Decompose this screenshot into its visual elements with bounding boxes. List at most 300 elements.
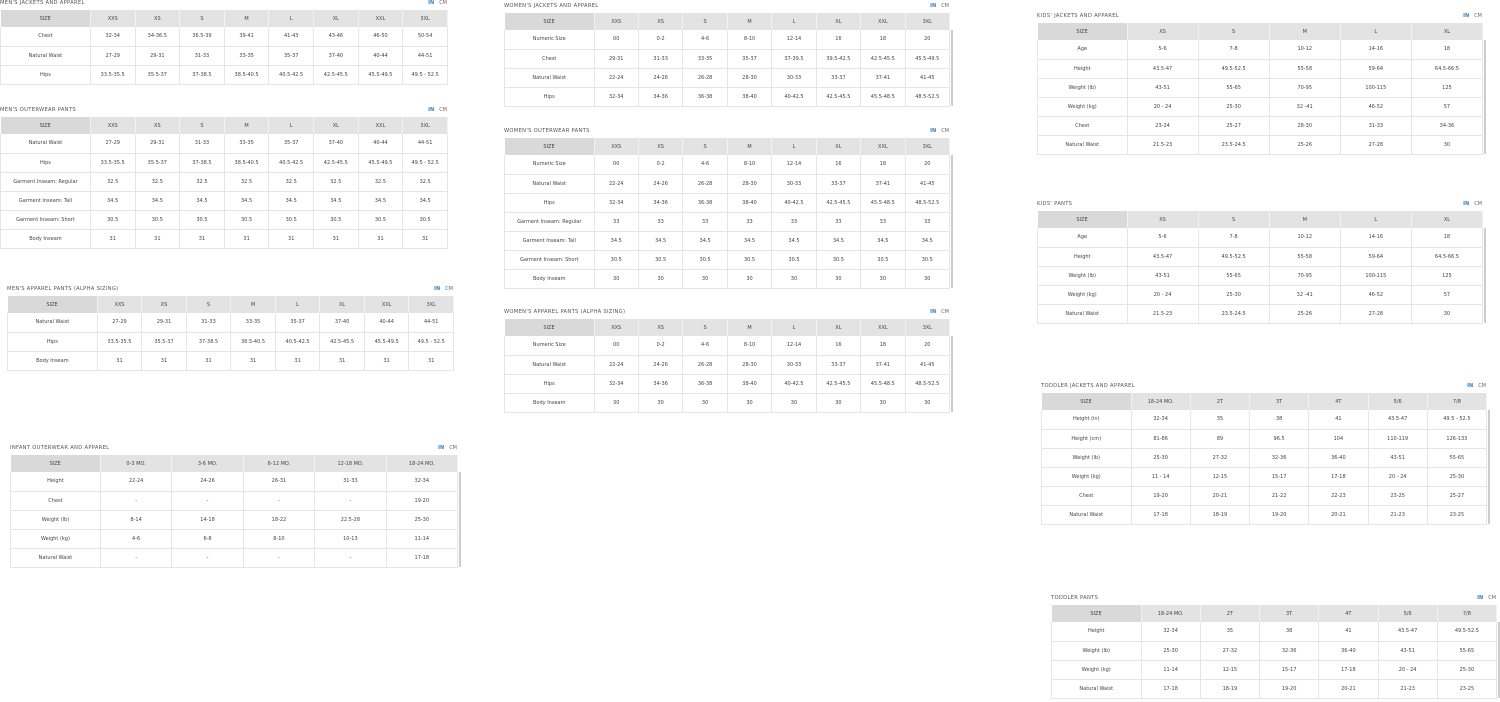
size-header-3xl: 3XL <box>905 319 949 336</box>
measurement-value: 21.5-23 <box>1127 304 1198 323</box>
measurement-value: 30.5 <box>727 250 771 269</box>
measurement-value: 30.5 <box>638 250 682 269</box>
size-header-m: M <box>224 10 269 27</box>
measurement-value: 40-42.5 <box>772 87 816 106</box>
section-header <box>10 445 458 455</box>
unit-cm-toggle[interactable]: CM <box>1488 595 1496 601</box>
measurement-value: 31 <box>142 351 187 370</box>
measurement-value: 25-30 <box>1198 285 1269 304</box>
measurement-value: 30.5 <box>90 210 135 229</box>
table-row <box>1042 467 1487 486</box>
size-header-s: S <box>1198 211 1269 228</box>
measurement-value: 33-35 <box>683 49 727 68</box>
measurement-value: 27-29 <box>97 313 142 332</box>
measurement-value: 30-33 <box>772 174 816 193</box>
measurement-value: 17-18 <box>1319 660 1378 679</box>
unit-toggle <box>925 128 949 134</box>
measurement-value: 37-38.5 <box>186 332 231 351</box>
size-table <box>1051 605 1497 699</box>
measurement-value: 59-64 <box>1340 247 1411 266</box>
measurement-value: 43.5-47 <box>1378 622 1437 641</box>
size-header-l: L <box>1340 23 1411 40</box>
measurement-value: 89 <box>1190 429 1249 448</box>
measurement-value: 49.5 - 52.5 <box>409 332 454 351</box>
measurement-value: 30.5 <box>358 210 403 229</box>
measurement-value: 43-51 <box>1378 641 1437 660</box>
size-column-header: SIZE <box>505 138 595 155</box>
measurement-value: 20-21 <box>1190 486 1249 505</box>
table-row <box>1042 448 1487 467</box>
measurement-value: 29-31 <box>142 313 187 332</box>
table-row <box>8 313 454 332</box>
measurement-value: 35-37 <box>275 313 320 332</box>
measurement-label: Chest <box>11 491 101 510</box>
measurement-value: 42.5-45.5 <box>320 332 365 351</box>
measurement-value: 15-17 <box>1250 467 1309 486</box>
measurement-value: 57 <box>1411 285 1482 304</box>
measurement-label: Body Inseam <box>1 229 91 248</box>
measurement-label: Natural Waist <box>1052 679 1142 698</box>
measurement-value: 31 <box>403 229 448 248</box>
measurement-value: 30 <box>772 269 816 288</box>
measurement-value: 32.5 <box>180 172 225 191</box>
measurement-value: 34-36 <box>638 374 682 393</box>
section-header <box>504 3 950 13</box>
measurement-value: 30 <box>816 393 860 412</box>
table-scrollbar[interactable] <box>951 30 953 106</box>
measurement-label: Numeric Size <box>505 30 595 49</box>
measurement-value: 32-34 <box>1141 622 1200 641</box>
size-header-xl: XL <box>816 319 860 336</box>
size-header-row <box>1 117 448 134</box>
measurement-label: Natural Waist <box>505 68 595 87</box>
measurement-value: 29-31 <box>135 134 180 153</box>
measurement-label: Height <box>1038 247 1128 266</box>
measurement-value: 42.5-45.5 <box>816 193 860 212</box>
measurement-value: 22-24 <box>100 472 171 491</box>
size-header-row <box>1052 605 1497 622</box>
unit-cm-toggle[interactable]: CM <box>449 445 457 451</box>
measurement-value: 37-41 <box>861 355 905 374</box>
measurement-value: 19-20 <box>1250 505 1309 524</box>
measurement-value: 43-51 <box>1368 448 1427 467</box>
measurement-label: Hips <box>505 87 595 106</box>
size-chart-kids-pants <box>1037 201 1483 324</box>
measurement-value: 35-37 <box>269 46 314 65</box>
measurement-value: 5-6 <box>1127 228 1198 247</box>
measurement-value: 24-26 <box>638 68 682 87</box>
section-title: WOMEN'S APPAREL PANTS (ALPHA SIZING) <box>504 309 626 315</box>
measurement-label: Body Inseam <box>8 351 98 370</box>
measurement-value: 39-41 <box>224 27 269 46</box>
measurement-value: 35.5-37 <box>142 332 187 351</box>
measurement-label: Weight (kg) <box>1038 97 1128 116</box>
measurement-value: 16 <box>816 30 860 49</box>
measurement-value: 31-33 <box>638 49 682 68</box>
measurement-value: - <box>315 548 386 567</box>
unit-cm-toggle[interactable]: CM <box>1478 383 1486 389</box>
measurement-value: 110-119 <box>1368 429 1427 448</box>
size-table <box>504 319 950 413</box>
size-chart-mens-apparel-pants <box>7 286 454 371</box>
measurement-value: 30 <box>594 269 638 288</box>
measurement-value: 34-36 <box>638 193 682 212</box>
measurement-value: 18 <box>1411 40 1482 59</box>
measurement-label: Garment Inseam: Regular <box>1 172 91 191</box>
size-column-header: SIZE <box>1038 211 1128 228</box>
table-row <box>1 191 448 210</box>
measurement-value: 30.5 <box>135 210 180 229</box>
measurement-value: 25-26 <box>1269 135 1340 154</box>
unit-cm-toggle[interactable]: CM <box>941 3 949 9</box>
measurement-value: 100-115 <box>1340 266 1411 285</box>
unit-cm-toggle[interactable]: CM <box>941 128 949 134</box>
size-header-3-6-mo: 3-6 MO. <box>172 455 243 472</box>
measurement-value: 27-28 <box>1340 304 1411 323</box>
measurement-value: 40-44 <box>358 46 403 65</box>
size-header-18-24-mo: 18-24 MO. <box>386 455 457 472</box>
table-row <box>505 374 950 393</box>
measurement-label: Natural Waist <box>1 46 91 65</box>
measurement-value: 27-32 <box>1190 448 1249 467</box>
section-header <box>1051 595 1497 605</box>
measurement-value: 35-37 <box>269 134 314 153</box>
measurement-value: 48.5-52.5 <box>905 374 949 393</box>
measurement-label: Age <box>1038 40 1128 59</box>
measurement-label: Garment Inseam: Tall <box>505 231 595 250</box>
size-header-xs: XS <box>638 13 682 30</box>
section-title: TODDLER PANTS <box>1051 595 1099 601</box>
measurement-value: 18 <box>861 336 905 355</box>
unit-inch-toggle[interactable]: IN <box>438 445 445 451</box>
size-header-s: S <box>180 117 225 134</box>
table-scrollbar[interactable] <box>1484 40 1486 154</box>
size-table-wrapper <box>0 117 448 249</box>
unit-inch-toggle[interactable]: IN <box>1463 13 1470 19</box>
size-header-3xl: 3XL <box>409 296 454 313</box>
measurement-value: 20 <box>905 155 949 174</box>
measurement-value: 8-10 <box>727 155 771 174</box>
measurement-value: 45.5-48.5 <box>861 87 905 106</box>
measurement-value: 26-28 <box>683 355 727 374</box>
unit-cm-toggle[interactable]: CM <box>941 309 949 315</box>
measurement-value: 12-14 <box>772 336 816 355</box>
size-table-wrapper <box>504 319 950 413</box>
unit-inch-toggle[interactable]: IN <box>1467 383 1474 389</box>
measurement-value: 31 <box>275 351 320 370</box>
size-header-s: S <box>683 319 727 336</box>
measurement-value: 23.5-24.5 <box>1198 304 1269 323</box>
table-scrollbar[interactable] <box>1488 410 1490 524</box>
measurement-label: Natural Waist <box>8 313 98 332</box>
measurement-value: 40.5-42.5 <box>269 65 314 84</box>
size-header-4t: 4T <box>1319 605 1378 622</box>
measurement-label: Chest <box>505 49 595 68</box>
measurement-value: 30.5 <box>683 250 727 269</box>
measurement-value: 28-30 <box>727 68 771 87</box>
size-header-xxl: XXL <box>861 13 905 30</box>
size-table <box>504 138 950 289</box>
measurement-value: 27-29 <box>90 134 135 153</box>
measurement-value: 0-2 <box>638 155 682 174</box>
measurement-value: 27-28 <box>1340 135 1411 154</box>
measurement-value: 43-51 <box>1127 266 1198 285</box>
size-header-xs: XS <box>638 138 682 155</box>
measurement-value: 45.5-48.5 <box>861 193 905 212</box>
unit-inch-toggle[interactable]: IN <box>930 128 937 134</box>
table-row <box>1 65 448 84</box>
measurement-value: 21.5-23 <box>1127 135 1198 154</box>
size-header-m: M <box>727 13 771 30</box>
size-header-xs: XS <box>135 10 180 27</box>
measurement-value: 44-51 <box>403 134 448 153</box>
size-table-wrapper <box>1037 23 1483 155</box>
measurement-value: 34.5 <box>816 231 860 250</box>
measurement-value: 8-14 <box>100 510 171 529</box>
table-row <box>1042 410 1487 429</box>
measurement-value: 45.5-48.5 <box>861 374 905 393</box>
unit-inch-toggle[interactable]: IN <box>428 107 435 113</box>
size-header-xxs: XXS <box>594 138 638 155</box>
size-header-xxl: XXL <box>364 296 409 313</box>
measurement-value: 41 <box>1319 622 1378 641</box>
measurement-label: Height (cm) <box>1042 429 1132 448</box>
measurement-value: 30 <box>727 393 771 412</box>
unit-inch-toggle[interactable]: IN <box>434 286 441 292</box>
measurement-value: 33 <box>772 212 816 231</box>
size-table <box>0 10 448 85</box>
measurement-label: Natural Waist <box>505 174 595 193</box>
measurement-value: 22-23 <box>1309 486 1368 505</box>
measurement-value: 4-6 <box>683 336 727 355</box>
measurement-value: 4-6 <box>683 30 727 49</box>
unit-inch-toggle[interactable]: IN <box>1477 595 1484 601</box>
size-header-5-6: 5/6 <box>1368 393 1427 410</box>
measurement-label: Hips <box>505 193 595 212</box>
measurement-value: 35-37 <box>727 49 771 68</box>
measurement-value: 20 - 24 <box>1127 285 1198 304</box>
table-row <box>1038 40 1483 59</box>
table-row <box>505 87 950 106</box>
size-header-xxl: XXL <box>358 117 403 134</box>
table-row <box>1 27 448 46</box>
measurement-value: 19-20 <box>1260 679 1319 698</box>
measurement-value: 37-41 <box>861 174 905 193</box>
measurement-value: 41-45 <box>905 68 949 87</box>
unit-cm-toggle[interactable]: CM <box>439 0 447 6</box>
measurement-value: 30.5 <box>594 250 638 269</box>
measurement-value: 37-41 <box>861 68 905 87</box>
measurement-label: Chest <box>1042 486 1132 505</box>
section-title: TODDLER JACKETS AND APPAREL <box>1041 383 1135 389</box>
size-column-header: SIZE <box>1 117 91 134</box>
measurement-value: 32 -41 <box>1269 285 1340 304</box>
table-scrollbar[interactable] <box>951 336 953 412</box>
unit-cm-toggle[interactable]: CM <box>1474 201 1482 207</box>
measurement-value: 81-86 <box>1131 429 1190 448</box>
measurement-value: 23-25 <box>1437 679 1496 698</box>
size-header-3xl: 3XL <box>905 138 949 155</box>
measurement-value: 43.5-47 <box>1368 410 1427 429</box>
measurement-value: 38.5-40.5 <box>231 332 276 351</box>
section-title: WOMEN'S OUTERWEAR PANTS <box>504 128 590 134</box>
size-header-xl: XL <box>320 296 365 313</box>
table-row <box>11 472 458 491</box>
table-row <box>1052 622 1497 641</box>
measurement-value: 33 <box>861 212 905 231</box>
size-header-3xl: 3XL <box>403 117 448 134</box>
measurement-value: 49.5 - 52.5 <box>403 65 448 84</box>
measurement-value: 31-33 <box>186 313 231 332</box>
size-header-7-8: 7/8 <box>1437 605 1496 622</box>
measurement-value: 32-36 <box>1250 448 1309 467</box>
unit-inch-toggle[interactable]: IN <box>1463 201 1470 207</box>
measurement-value: 41-45 <box>905 355 949 374</box>
unit-toggle <box>1462 383 1486 389</box>
measurement-label: Body Inseam <box>505 269 595 288</box>
unit-cm-toggle[interactable]: CM <box>445 286 453 292</box>
measurement-value: 20 - 24 <box>1378 660 1437 679</box>
measurement-value: 42.5-45.5 <box>314 65 359 84</box>
measurement-label: Natural Waist <box>1038 304 1128 323</box>
size-table <box>1041 393 1487 525</box>
table-row <box>1 134 448 153</box>
measurement-value: 32.5 <box>358 172 403 191</box>
measurement-value: 38-40 <box>727 87 771 106</box>
table-scrollbar[interactable] <box>459 472 461 567</box>
measurement-value: 41-43 <box>269 27 314 46</box>
unit-inch-toggle[interactable]: IN <box>930 309 937 315</box>
size-header-s: S <box>180 10 225 27</box>
table-scrollbar[interactable] <box>1484 228 1486 323</box>
measurement-value: 12-14 <box>772 30 816 49</box>
section-header <box>1041 383 1487 393</box>
measurement-value: - <box>100 491 171 510</box>
measurement-value: 23-25 <box>1427 505 1486 524</box>
measurement-value: 28-30 <box>1269 116 1340 135</box>
measurement-value: 0-2 <box>638 30 682 49</box>
size-column-header: SIZE <box>1 10 91 27</box>
table-row <box>1038 59 1483 78</box>
section-header <box>1037 13 1483 23</box>
measurement-value: 26-28 <box>683 68 727 87</box>
measurement-value: 27-29 <box>90 46 135 65</box>
size-header-m: M <box>727 319 771 336</box>
measurement-value: 33-37 <box>816 68 860 87</box>
measurement-value: 31 <box>224 229 269 248</box>
measurement-value: 36-38 <box>683 193 727 212</box>
size-header-m: M <box>224 117 269 134</box>
table-scrollbar[interactable] <box>951 155 953 288</box>
measurement-value: 33 <box>816 212 860 231</box>
measurement-value: 39.5-42.5 <box>816 49 860 68</box>
section-header <box>0 107 448 117</box>
section-title: MEN'S APPAREL PANTS (ALPHA SIZING) <box>7 286 119 292</box>
measurement-value: 18-22 <box>243 510 314 529</box>
measurement-value: 32-34 <box>386 472 457 491</box>
table-row <box>1038 228 1483 247</box>
measurement-value: 42.5-45.5 <box>816 374 860 393</box>
table-row <box>1038 78 1483 97</box>
measurement-value: 23-25 <box>1368 486 1427 505</box>
table-row <box>11 491 458 510</box>
unit-toggle <box>423 0 447 6</box>
measurement-value: 22.5-28 <box>315 510 386 529</box>
measurement-value: 37-40 <box>314 134 359 153</box>
size-header-row <box>505 319 950 336</box>
table-row <box>1042 505 1487 524</box>
measurement-value: 34.5 <box>269 191 314 210</box>
unit-inch-toggle[interactable]: IN <box>428 0 435 6</box>
size-header-3t: 3T <box>1250 393 1309 410</box>
measurement-value: 19-20 <box>386 491 457 510</box>
measurement-value: 30 <box>905 269 949 288</box>
measurement-value: 30.5 <box>816 250 860 269</box>
unit-inch-toggle[interactable]: IN <box>930 3 937 9</box>
measurement-value: 37-38.5 <box>180 153 225 172</box>
measurement-value: 31 <box>269 229 314 248</box>
table-row <box>11 548 458 567</box>
table-row <box>505 250 950 269</box>
table-row <box>11 510 458 529</box>
measurement-value: 25-30 <box>1131 448 1190 467</box>
measurement-label: Weight (lb) <box>1038 78 1128 97</box>
size-table <box>10 455 458 568</box>
measurement-value: 31 <box>231 351 276 370</box>
measurement-label: Height <box>1052 622 1142 641</box>
measurement-value: 38 <box>1250 410 1309 429</box>
measurement-value: 0-2 <box>638 336 682 355</box>
measurement-value: 20 <box>905 336 949 355</box>
measurement-value: 49.5 - 52.5 <box>403 153 448 172</box>
measurement-value: 32.5 <box>90 172 135 191</box>
unit-cm-toggle[interactable]: CM <box>439 107 447 113</box>
size-header-xxl: XXL <box>861 138 905 155</box>
measurement-label: Weight (lb) <box>11 510 101 529</box>
measurement-value: 16 <box>816 155 860 174</box>
measurement-value: 34.5 <box>727 231 771 250</box>
size-header-row <box>1042 393 1487 410</box>
size-header-row <box>505 13 950 30</box>
size-table-wrapper <box>1037 211 1483 324</box>
size-header-row <box>1038 23 1483 40</box>
measurement-value: 31 <box>180 229 225 248</box>
size-table <box>504 13 950 107</box>
unit-toggle <box>429 286 453 292</box>
measurement-value: 31 <box>358 229 403 248</box>
size-header-xl: XL <box>314 117 359 134</box>
measurement-value: 25-30 <box>386 510 457 529</box>
measurement-label: Natural Waist <box>505 355 595 374</box>
measurement-value: 45.5-49.5 <box>905 49 949 68</box>
size-header-xxs: XXS <box>594 319 638 336</box>
table-row <box>11 529 458 548</box>
measurement-value: 33-35 <box>224 46 269 65</box>
unit-cm-toggle[interactable]: CM <box>1474 13 1482 19</box>
measurement-label: Body Inseam <box>505 393 595 412</box>
size-header-xl: XL <box>816 13 860 30</box>
measurement-value: 10-12 <box>1269 40 1340 59</box>
table-row <box>8 351 454 370</box>
measurement-label: Natural Waist <box>1038 135 1128 154</box>
size-header-xs: XS <box>142 296 187 313</box>
measurement-value: 16 <box>816 336 860 355</box>
measurement-value: 30 <box>638 269 682 288</box>
section-title: WOMEN'S JACKETS AND APPAREL <box>504 3 599 9</box>
measurement-label: Natural Waist <box>11 548 101 567</box>
measurement-value: - <box>172 491 243 510</box>
measurement-value: 41-45 <box>905 174 949 193</box>
